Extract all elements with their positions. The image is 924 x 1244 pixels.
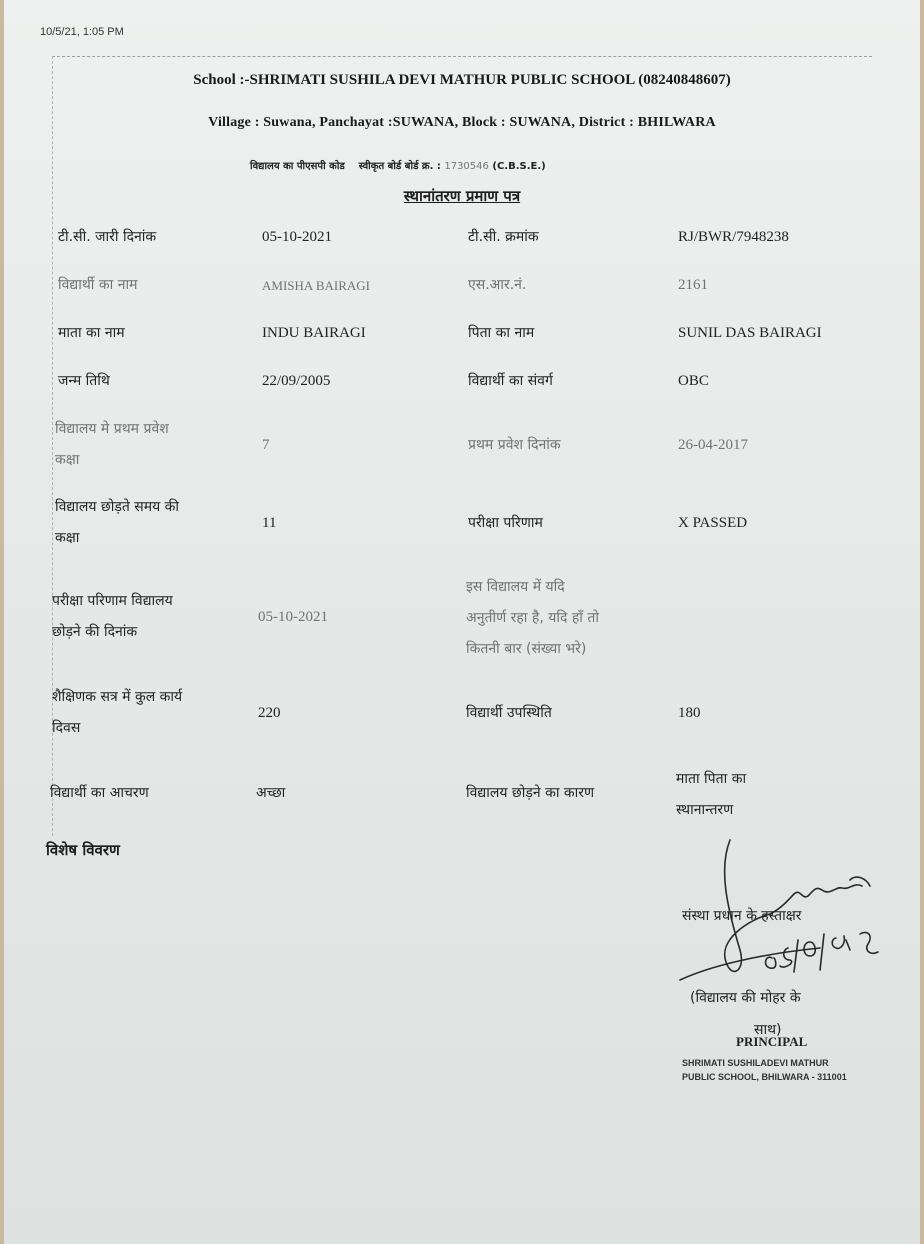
dob-label: जन्म तिथि bbox=[58, 373, 110, 389]
leaving-class-label-line1: विद्यालय छोड़ते समय की bbox=[55, 499, 180, 515]
leaving-reason-label: विद्यालय छोड़ने का कारण bbox=[466, 785, 595, 801]
result-leaving-date-label-line2: छोड़ने की दिनांक bbox=[52, 624, 138, 640]
mother-name-value: INDU BAIRAGI bbox=[262, 325, 366, 341]
student-name-label: विद्यार्थी का नाम bbox=[58, 277, 138, 293]
first-admission-date-value: 26-04-2017 bbox=[678, 437, 748, 453]
leaving-class-label-line2: कक्षा bbox=[55, 530, 80, 546]
first-admission-class-label-line2: कक्षा bbox=[55, 452, 80, 468]
seal-line-1: SHRIMATI SUSHILADEVI MATHUR bbox=[682, 1058, 829, 1068]
tc-number-label: टी.सी. क्रमांक bbox=[468, 229, 539, 245]
first-admission-class-label bbox=[55, 414, 169, 476]
dob-value: 22/09/2005 bbox=[262, 373, 331, 389]
failed-times-label-line2: अनुतीर्ण रहा है, यदि हाँ तो bbox=[466, 610, 599, 626]
failed-times-label-line3: कितनी बार (संख्या भरे) bbox=[466, 641, 587, 657]
psp-code-label: विद्यालय का पीएसपी कोड bbox=[250, 161, 345, 172]
seal-line-2: PUBLIC SCHOOL, BHILWARA - 311001 bbox=[682, 1072, 847, 1082]
seal-caption-line1: (विद्यालय की मोहर के bbox=[690, 990, 801, 1006]
board-code-label: स्वीकृत बोर्ड बोर्ड क्र. : bbox=[358, 161, 441, 172]
tc-date-label: टी.सी. जारी दिनांक bbox=[58, 229, 157, 245]
principal-seal-title: PRINCIPAL bbox=[736, 1034, 808, 1049]
leaving-reason-value bbox=[676, 764, 746, 826]
seal-caption-line2: साथ) bbox=[754, 1022, 782, 1038]
result-leaving-date-label bbox=[52, 586, 173, 648]
exam-result-label: परीक्षा परिणाम bbox=[468, 515, 543, 531]
school-name: School :-SHRIMATI SUSHILA DEVI MATHUR PUBLIC SCHOOL (08240848607) bbox=[193, 72, 731, 88]
school-address: Village : Suwana, Panchayat :SUWANA, Block : SUWANA, District : BHILWARA bbox=[208, 115, 716, 130]
working-days-label-line1: शैक्षिणक सत्र में कुल कार्य bbox=[52, 689, 183, 705]
certificate-title: स्थानांतरण प्रमाण पत्र bbox=[403, 187, 521, 205]
tc-date-value: 05-10-2021 bbox=[262, 229, 332, 245]
working-days-label bbox=[52, 682, 182, 744]
tc-number-value: RJ/BWR/7948238 bbox=[678, 229, 789, 245]
leaving-class-label bbox=[55, 492, 179, 554]
father-name-label: पिता का नाम bbox=[468, 325, 535, 341]
first-admission-date-label: प्रथम प्रवेश दिनांक bbox=[468, 437, 561, 453]
sr-number-label: एस.आर.नं. bbox=[468, 277, 527, 293]
sr-number-value: 2161 bbox=[678, 277, 708, 293]
school-codes bbox=[250, 158, 546, 172]
result-leaving-date-label-line1: परीक्षा परिणाम विद्यालय bbox=[52, 593, 173, 609]
mother-name-label: माता का नाम bbox=[58, 325, 125, 341]
category-value: OBC bbox=[678, 373, 709, 389]
failed-times-label-line1: इस विद्यालय में यदि bbox=[466, 579, 565, 595]
result-leaving-date-value: 05-10-2021 bbox=[258, 609, 328, 625]
student-name-value: AMISHA BAIRAGI bbox=[262, 278, 370, 293]
conduct-value: अच्छा bbox=[256, 785, 286, 801]
board-code-value: 1730546 bbox=[444, 161, 489, 172]
first-admission-class-value: 7 bbox=[262, 437, 270, 453]
exam-result-value: X PASSED bbox=[678, 515, 748, 531]
working-days-value: 220 bbox=[258, 705, 281, 721]
principal-seal-text bbox=[682, 1056, 847, 1084]
leaving-class-value: 11 bbox=[262, 515, 277, 531]
working-days-label-line2: दिवस bbox=[52, 720, 81, 736]
category-label: विद्यार्थी का संवर्ग bbox=[468, 373, 553, 389]
principal-signature-caption: संस्था प्रधान के हस्ताक्षर bbox=[682, 908, 802, 924]
dashed-border-top bbox=[52, 56, 872, 57]
attendance-label: विद्यार्थी उपस्थिति bbox=[466, 705, 552, 721]
failed-times-label bbox=[466, 572, 599, 665]
special-remarks-label: विशेष विवरण bbox=[46, 841, 120, 859]
father-name-value: SUNIL DAS BAIRAGI bbox=[678, 325, 822, 341]
board-name: (C.B.S.E.) bbox=[492, 161, 546, 172]
attendance-value: 180 bbox=[678, 705, 701, 721]
leaving-reason-value-line1: माता पिता का bbox=[676, 771, 747, 787]
conduct-label: विद्यार्थी का आचरण bbox=[50, 785, 149, 801]
first-admission-class-label-line1: विद्यालय मे प्रथम प्रवेश bbox=[55, 421, 169, 437]
leaving-reason-value-line2: स्थानान्तरण bbox=[676, 802, 734, 818]
capture-timestamp: 10/5/21, 1:05 PM bbox=[40, 26, 124, 38]
